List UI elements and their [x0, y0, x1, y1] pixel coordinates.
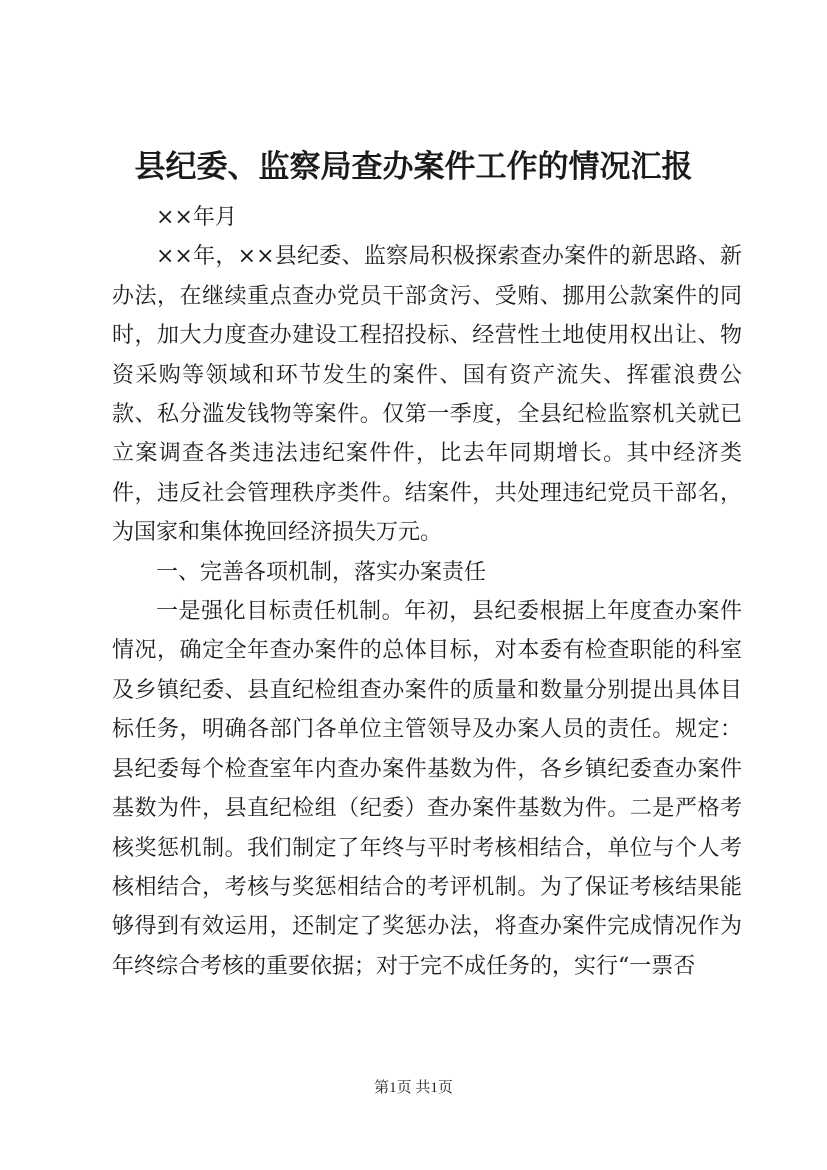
document-title: 县纪委、监察局查办案件工作的情况汇报 [134, 149, 693, 185]
page-footer: 第1页 共1页 [374, 1080, 453, 1096]
paragraph-intro: ××年，××县纪委、监察局积极探索查办案件的新思路、新办法，在继续重点查办党员干部贪污、受贿、挪用公款案件的同时，加大力度查办建设工程招投标、经营性土地使用权出让、物资采购等领域和环节发生的案件、国有资产流失、挥霍浪费公款、私分滥发钱物等案件。仅第一季度，全县纪检监察机关就已立案调查各类违法违纪案件件，比去年同期增长。其中经济类件，违反社会管理秩序类件。结案件，共处理违纪党员干部名，为国家和集体挽回经济损失万元。 [112, 244, 742, 546]
section-heading: 一、完善各项机制，落实办案责任 [156, 559, 487, 585]
document-body [112, 198, 742, 986]
date-line: ××年月 [156, 205, 237, 230]
paragraph-mechanism: 一是强化目标责任机制。年初，县纪委根据上年度查办案件情况，确定全年查办案件的总体目标，对本委有检查职能的科室及乡镇纪委、县直纪检组查办案件的质量和数量分别提出具体目标任务，明确各部门各单位主管领导及办案人员的责任。规定：县纪委每个检查室年内查办案件基数为件，各乡镇纪委查办案件基数为件，县直纪检组（纪委）查办案件基数为件。二是严格考核奖惩机制。我们制定了年终与平时考核相结合，单位与个人考核相结合，考核与奖惩相结合的考评机制。为了保证考核结果能够得到有效运用，还制定了奖惩办法，将查办案件完成情况作为年终综合考核的重要依据；对于完不成任务的，实行“一票否 [112, 599, 742, 979]
